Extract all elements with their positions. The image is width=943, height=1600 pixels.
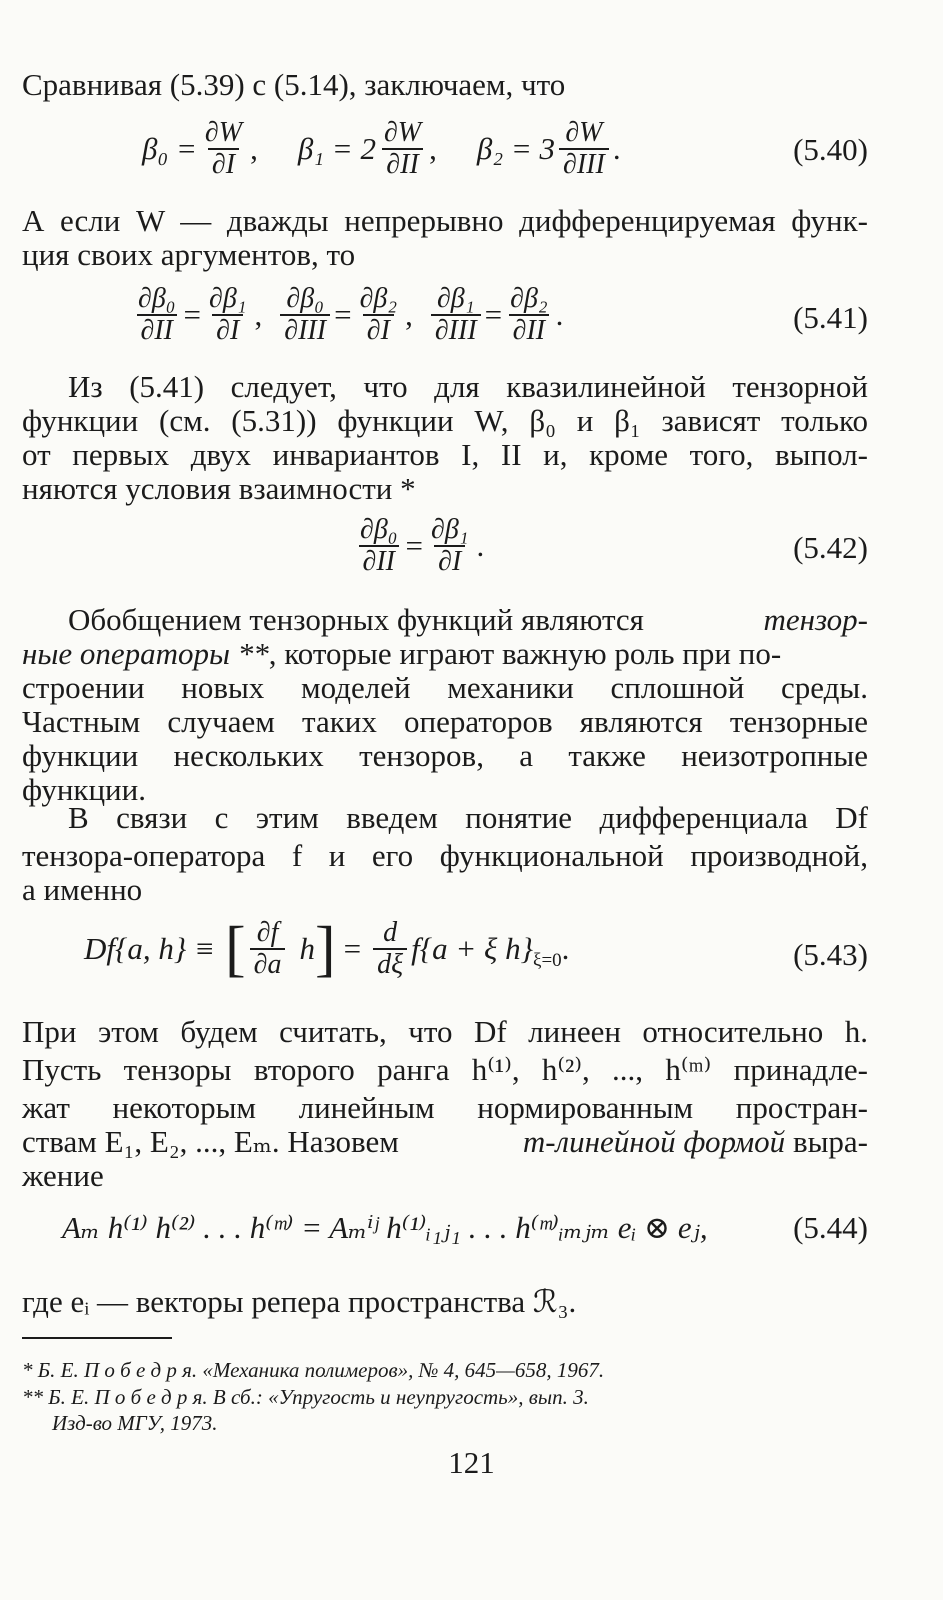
eq-term: h <box>299 931 315 966</box>
paragraph-line: Частным случаем таких операторов являются тензорные <box>22 704 868 739</box>
italic-term: m-линейной формой <box>522 1124 786 1159</box>
paragraph-line: При этом будем считать, что Df линеен относительно h. <box>22 1014 868 1049</box>
paragraph-line: Из (5.41) следует, что для квазилинейной тензорной <box>68 369 868 404</box>
eq-subscript: ξ=0 <box>532 950 562 971</box>
fraction-denominator: ∂I <box>363 314 394 346</box>
fraction-denominator: ∂a <box>250 948 286 980</box>
fraction-numerator: ∂W <box>204 117 243 148</box>
eq-sign: = <box>405 528 423 563</box>
fraction <box>201 118 246 180</box>
paragraph-line: где eᵢ — векторы репера пространства ℛ₃. <box>22 1284 577 1319</box>
eq-punct: . <box>476 528 485 563</box>
fraction-numerator: ∂β₀ <box>360 514 398 545</box>
paragraph-line: функции (см. (5.31)) функции W, β₀ и β₁ зависят только <box>22 403 868 438</box>
italic-term: ные операторы ** <box>22 636 269 671</box>
fraction <box>134 284 180 346</box>
fraction <box>356 515 402 577</box>
eq-sign: = <box>343 931 362 966</box>
fraction-denominator: ∂II <box>137 314 177 346</box>
fraction-numerator: d <box>383 917 398 948</box>
fraction <box>431 284 481 346</box>
fraction <box>205 284 251 346</box>
footnote: * Б. Е. П о б е д р я. «Механика полимеров», № 4, 645—658, 1967. <box>22 1358 605 1382</box>
equation-5-40 <box>142 118 621 180</box>
paragraph-line: строении новых моделей механики сплошной среды. <box>22 670 868 705</box>
paragraph-line: няются условия взаимности * <box>22 471 416 506</box>
eq-term: β₂ = 3 <box>476 131 556 166</box>
footnote-divider <box>22 1337 172 1339</box>
fraction <box>373 918 407 980</box>
fraction-denominator: ∂III <box>559 148 609 180</box>
equation-number: (5.41) <box>793 300 868 335</box>
eq-punct: . <box>612 131 621 166</box>
text-span: выра- <box>785 1124 868 1159</box>
equation-5-44 <box>62 1210 708 1246</box>
eq-sign: = <box>484 297 503 332</box>
footnote: ** Б. Е. П о б е д р я. В сб.: «Упругость и неупругость», вып. 3. <box>22 1385 589 1409</box>
fraction <box>380 118 425 180</box>
equation-5-41 <box>130 284 563 346</box>
paragraph-line <box>22 1124 868 1160</box>
eq-term: Df{a, h} ≡ <box>84 931 215 966</box>
eq-punct: , <box>254 297 263 332</box>
paragraph-line: Пусть тензоры второго ранга h⁽¹⁾, h⁽²⁾, ..., h⁽ᵐ⁾ принадле- <box>22 1052 868 1087</box>
eq-term: β₀ = <box>142 131 197 166</box>
text-span: ствам E₁, E₂, ..., Eₘ. Назовем <box>22 1124 399 1159</box>
fraction-denominator: ∂I <box>434 545 465 577</box>
paragraph-line: от первых двух инвариантов I, II и, кроме того, выпол- <box>22 437 868 472</box>
eq-term: β₁ = 2 <box>297 131 376 166</box>
fraction-denominator: ∂II <box>382 148 422 180</box>
paragraph-line: Сравнивая (5.39) с (5.14), заключаем, что <box>22 67 566 102</box>
footnote: Изд-во МГУ, 1973. <box>52 1411 218 1435</box>
paragraph-line: жат некоторым линейным нормированным простран- <box>22 1090 868 1125</box>
fraction <box>506 284 552 346</box>
fraction-numerator: ∂β₀ <box>286 283 324 314</box>
paragraph-line: тензора-оператора f и его функциональной производной, <box>22 838 868 873</box>
equation-number: (5.42) <box>793 530 868 565</box>
paragraph-line <box>22 636 868 672</box>
eq-punct: . <box>555 297 564 332</box>
eq-punct: . <box>561 931 570 966</box>
fraction <box>250 918 286 980</box>
fraction-numerator: ∂W <box>383 117 422 148</box>
page-number: 121 <box>448 1445 495 1480</box>
equation-number: (5.40) <box>793 132 868 167</box>
right-bracket: ] <box>314 915 336 983</box>
fraction-numerator: ∂β₁ <box>431 514 469 545</box>
paragraph-line <box>68 602 868 638</box>
paragraph-line: жение <box>22 1158 104 1193</box>
left-bracket: [ <box>224 915 246 983</box>
eq-term: Aₘ h⁽¹⁾ h⁽²⁾ . . . h⁽ᵐ⁾ = Aₘⁱʲ h⁽¹⁾ᵢ₁ⱼ₁ . . . h⁽ᵐ⁾ᵢₘⱼₘ eᵢ ⊗ eⱼ, <box>62 1210 708 1245</box>
equation-5-43 <box>84 915 570 983</box>
paragraph-line: функции нескольких тензоров, а также неизотропные <box>22 738 868 773</box>
fraction-numerator: ∂β₂ <box>510 283 548 314</box>
eq-punct: , <box>429 131 437 166</box>
paragraph-line: а именно <box>22 872 143 907</box>
eq-sign: = <box>334 297 352 332</box>
paragraph-line: В связи с этим введем понятие дифференциала Df <box>68 800 868 835</box>
fraction <box>559 118 609 180</box>
equation-number: (5.43) <box>793 937 868 972</box>
fraction-numerator: ∂β₁ <box>436 283 475 314</box>
fraction <box>280 284 330 346</box>
fraction-denominator: ∂I <box>212 314 243 346</box>
fraction-numerator: ∂f <box>256 917 279 948</box>
paragraph-line: ция своих аргументов, то <box>22 237 356 272</box>
fraction-denominator: ∂III <box>280 314 330 346</box>
eq-punct: , <box>405 297 413 332</box>
fraction-denominator: dξ <box>373 948 407 980</box>
eq-punct: , <box>250 131 258 166</box>
fraction <box>427 515 473 577</box>
fraction-denominator: ∂II <box>509 314 549 346</box>
fraction-numerator: ∂β₀ <box>138 283 176 314</box>
paragraph-line: функции. <box>22 772 146 807</box>
fraction <box>356 284 402 346</box>
fraction-denominator: ∂III <box>431 314 481 346</box>
italic-term: тензор- <box>763 602 868 637</box>
fraction-denominator: ∂II <box>359 545 399 577</box>
text-span: Обобщением тензорных функций являются <box>68 602 644 637</box>
equation-number: (5.44) <box>793 1210 868 1245</box>
text-span: , которые играют важную роль при по- <box>268 636 782 671</box>
fraction-numerator: ∂W <box>565 117 603 148</box>
equation-5-42 <box>352 515 484 577</box>
fraction-numerator: ∂β₂ <box>359 283 398 314</box>
fraction-numerator: ∂β₁ <box>209 283 247 314</box>
eq-sign: = <box>183 297 201 332</box>
eq-term: f{a + ξ h} <box>411 931 533 966</box>
fraction-denominator: ∂I <box>208 148 239 180</box>
paragraph-line: А если W — дважды непрерывно дифференцируемая функ- <box>22 203 868 238</box>
